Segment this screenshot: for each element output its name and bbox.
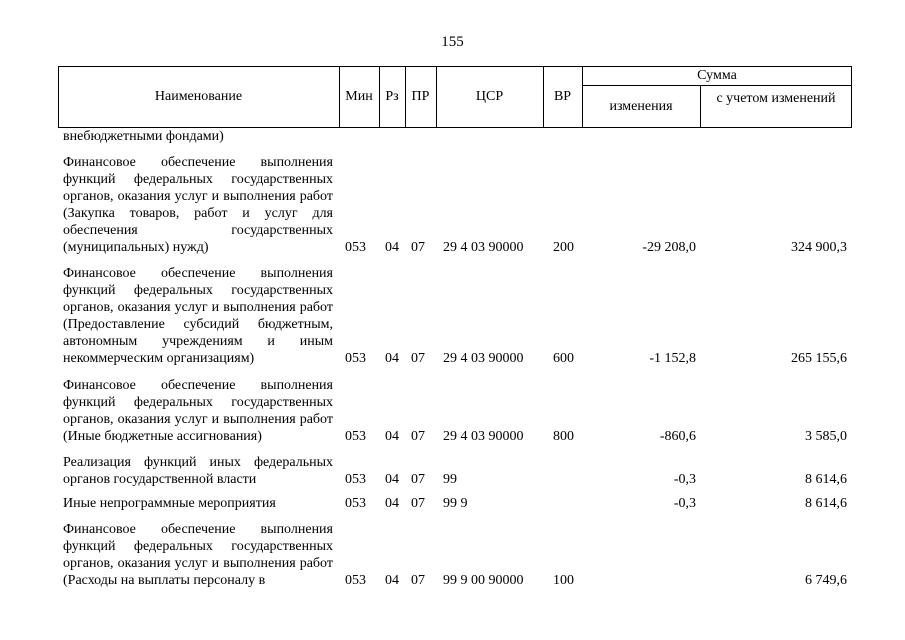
row-min: 053 [345, 351, 366, 366]
table-header [58, 66, 852, 128]
row-total: 6 749,6 [805, 573, 847, 588]
row-total: 8 614,6 [805, 472, 847, 487]
row-change: -0,3 [673, 472, 696, 487]
header-rz: Рз [385, 89, 399, 104]
header-min: Мин [345, 89, 373, 104]
header-pr: ПР [411, 89, 430, 104]
header-change: изменения [609, 99, 673, 114]
row-change: -1 152,8 [649, 351, 696, 366]
row-csr: 99 [443, 472, 457, 487]
row-vr: 800 [553, 429, 574, 444]
row-total: 8 614,6 [805, 496, 847, 511]
row-csr: 99 9 00 90000 [443, 573, 524, 588]
header-name: Наименование [154, 89, 243, 104]
row-csr: 99 9 [443, 496, 468, 511]
row-pr: 07 [411, 351, 425, 366]
row-min: 053 [345, 429, 366, 444]
row-pr: 07 [411, 573, 425, 588]
page-number: 155 [441, 34, 464, 50]
row-name: Финансовое обеспечение выполнения функций федеральных государственных органов, оказания услуг и выполнения работ (Предоставление субсидий бюджетным, автономным учреждениям и иным некоммерческим организациям) [63, 266, 333, 366]
row-name: Финансовое обеспечение выполнения функций федеральных государственных органов, оказания услуг и выполнения работ (Расходы на выплаты персоналу в [63, 522, 333, 588]
row-min: 053 [345, 496, 366, 511]
row-rz: 04 [385, 429, 399, 444]
row-pr: 07 [411, 472, 425, 487]
row-total: 324 900,3 [791, 240, 847, 255]
row-csr: 29 4 03 90000 [443, 351, 524, 366]
row-rz: 04 [385, 573, 399, 588]
row-rz: 04 [385, 472, 399, 487]
row-min: 053 [345, 240, 366, 255]
row-name: Финансовое обеспечение выполнения функций федеральных государственных органов, оказания услуг и выполнения работ (Закупка товаров, работ и услуг для обеспечения государственных (муниципальных) нужд) [63, 155, 333, 255]
row-change: -29 208,0 [642, 240, 696, 255]
header-top-border [58, 66, 852, 67]
row-total: 265 155,6 [791, 351, 847, 366]
header-csr: ЦСР [475, 89, 504, 104]
row-name: Финансовое обеспечение выполнения функций федеральных государственных органов, оказания услуг и выполнения работ (Иные бюджетные ассигнования) [63, 378, 333, 444]
row-change: -0,3 [673, 496, 696, 511]
sum-divider [582, 85, 852, 86]
header-vr: ВР [553, 89, 572, 104]
row-min: 053 [345, 472, 366, 487]
header-with-change: с учетом изменений [716, 91, 836, 106]
row-csr: 29 4 03 90000 [443, 240, 524, 255]
row-vr: 100 [553, 573, 574, 588]
continuation-text: внебюджетными фондами) [63, 129, 224, 144]
row-rz: 04 [385, 240, 399, 255]
row-total: 3 585,0 [805, 429, 847, 444]
row-name: Иные непрограммные мероприятия [63, 496, 276, 511]
row-vr: 200 [553, 240, 574, 255]
row-rz: 04 [385, 496, 399, 511]
row-change: -860,6 [659, 429, 696, 444]
row-min: 053 [345, 573, 366, 588]
row-pr: 07 [411, 429, 425, 444]
header-sum: Сумма [697, 68, 737, 83]
row-pr: 07 [411, 496, 425, 511]
row-csr: 29 4 03 90000 [443, 429, 524, 444]
row-vr: 600 [553, 351, 574, 366]
row-name: Реализация функций иных федеральных органов государственной власти [63, 455, 333, 487]
row-pr: 07 [411, 240, 425, 255]
row-rz: 04 [385, 351, 399, 366]
